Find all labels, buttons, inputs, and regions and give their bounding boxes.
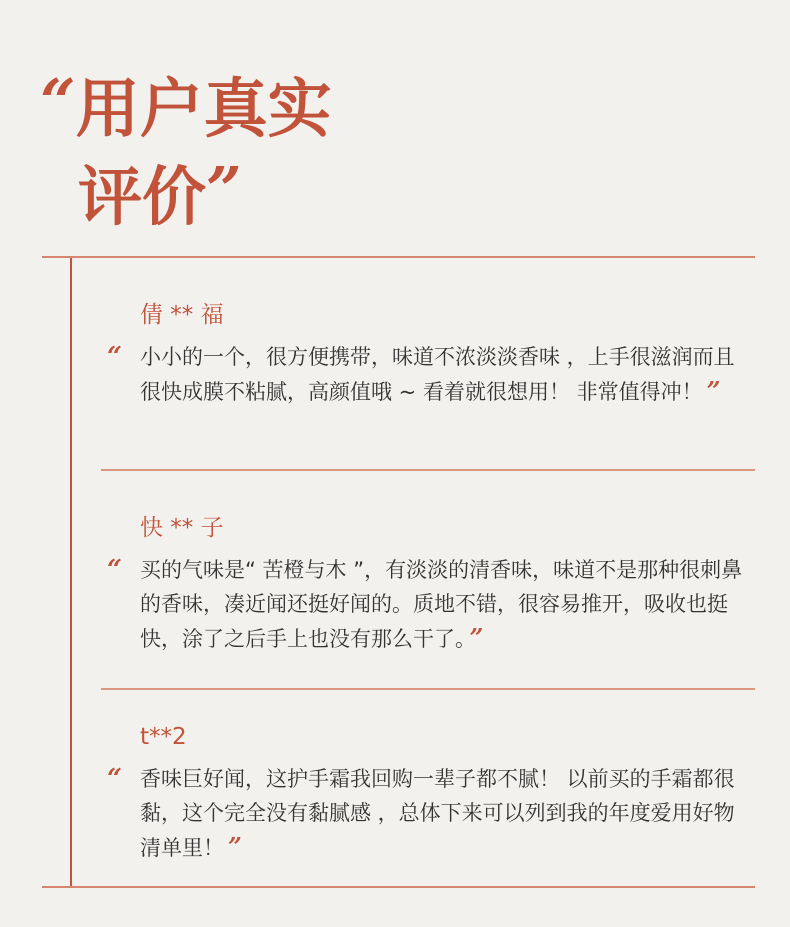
review-text <box>140 553 752 656</box>
open-quote-mark: “ <box>40 65 76 138</box>
review-close-quote: ” <box>469 623 484 652</box>
bottom-divider <box>42 886 755 888</box>
review-body: 香味巨好闻，这护手霜我回购一辈子都不腻！ 以前买的手霜都很黏，这个完全没有黏腻感 ，总体下来可以列到我的年度爱用好物清单里！ <box>140 767 735 860</box>
top-divider <box>42 256 755 258</box>
reviewer-name: 快 ** 子 <box>140 515 224 541</box>
page-title-line1 <box>40 62 332 150</box>
review-close-quote: ” <box>706 376 721 405</box>
review-body: 小小的一个，很方便携带，味道不浓淡淡香味 ，上手很滋润而且很快成膜不粘腻，高颜值哦 ~ 看着就很想用！ 非常值得冲！ <box>140 345 735 404</box>
vertical-divider <box>70 258 72 888</box>
reviewer-name: 倩 ** 福 <box>140 302 224 328</box>
review-divider-1 <box>101 469 755 471</box>
page-title-line2 <box>40 150 332 238</box>
review-open-quote: “ <box>107 555 122 585</box>
review-divider-2 <box>101 688 755 690</box>
review-body: 买的气味是“ 苦橙与木 ”，有淡淡的清香味，味道不是那种很刺鼻的香味，凑近闻还挺好闻的。质地不错，很容易推开，吸收也挺快，涂了之后手上也没有那么干了。 <box>140 558 743 651</box>
reviewer-name: t**2 <box>140 724 187 750</box>
review-open-quote: “ <box>107 342 122 372</box>
page-title <box>40 62 332 238</box>
review-text <box>140 762 752 865</box>
page-title-text-1: 用户真实 <box>75 73 332 147</box>
review-open-quote: “ <box>107 764 122 794</box>
review-close-quote: ” <box>228 832 242 861</box>
close-quote-mark: ” <box>206 153 242 226</box>
page-title-text-2: 评价 <box>78 161 206 235</box>
review-text <box>140 340 752 409</box>
